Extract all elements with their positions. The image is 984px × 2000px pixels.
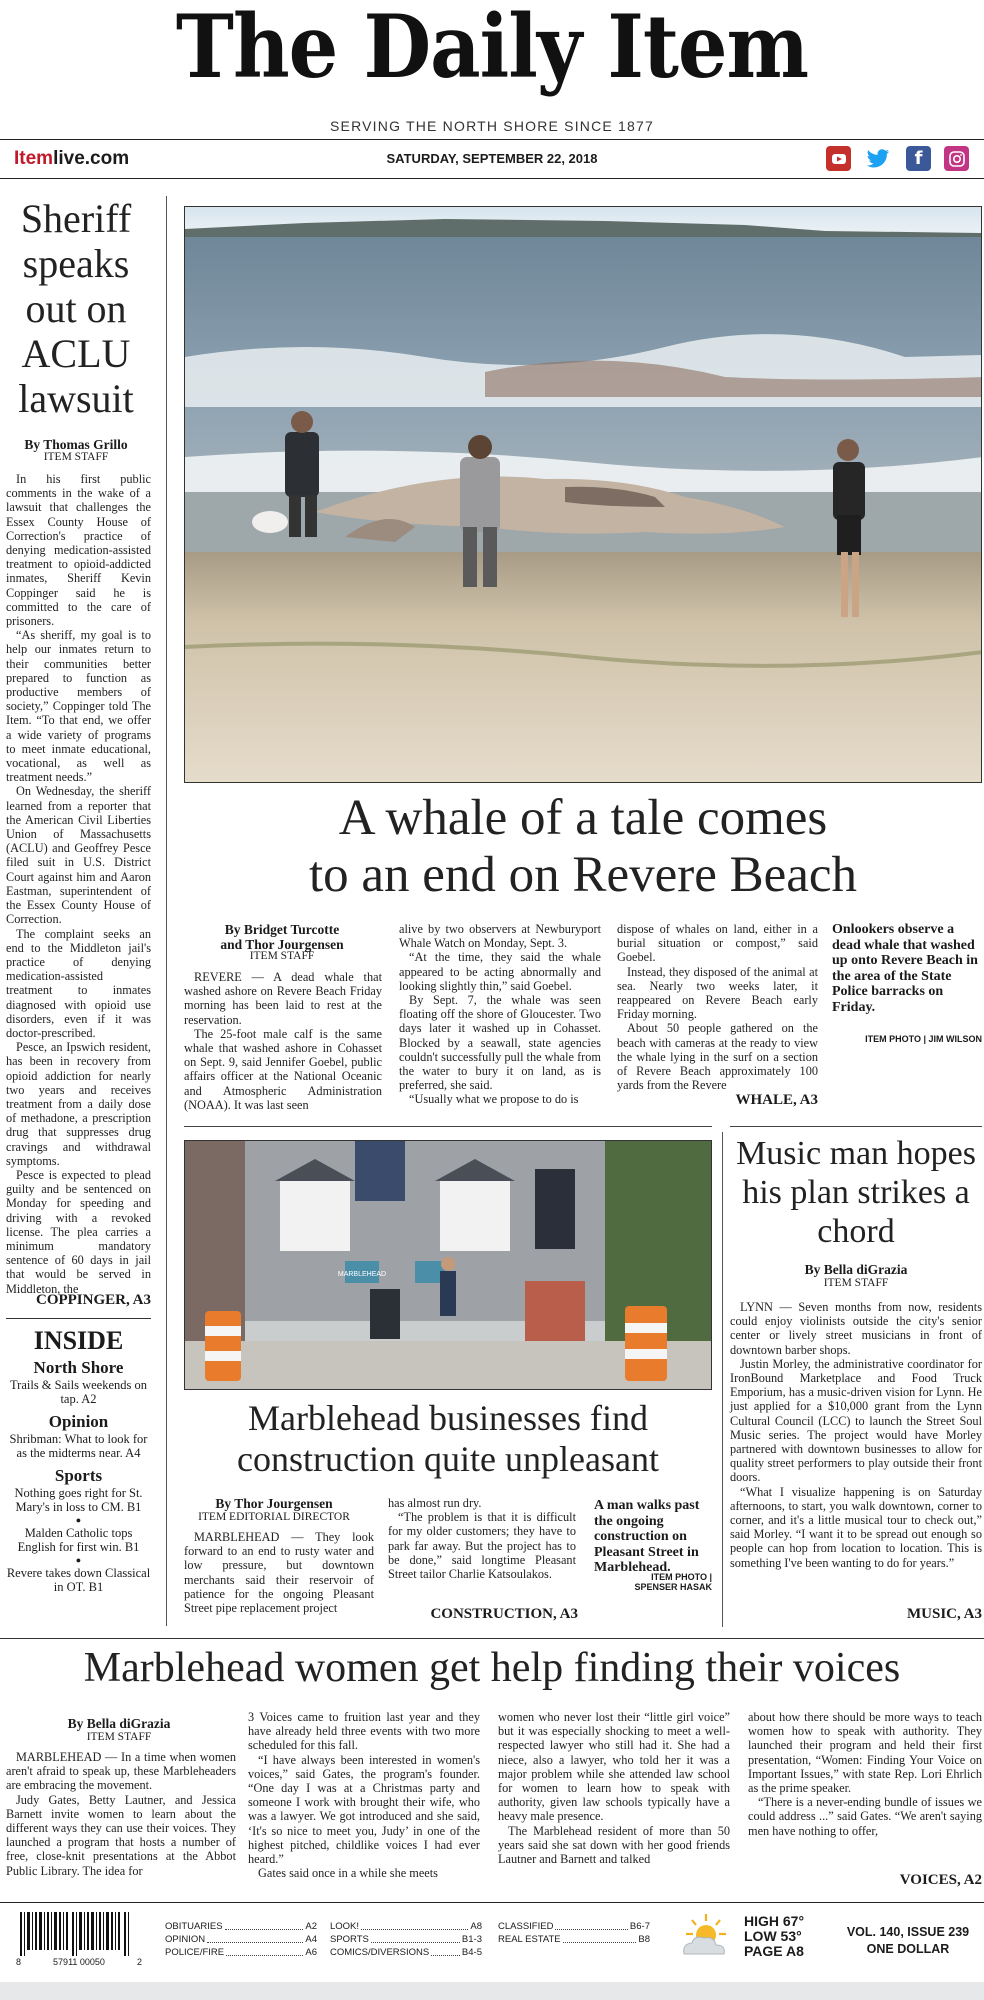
bullet-icon: ● <box>75 1515 82 1525</box>
issue-date: SATURDAY, SEPTEMBER 22, 2018 <box>386 151 598 166</box>
weather-box <box>744 1914 804 1959</box>
construction-photo <box>184 1140 712 1390</box>
index-label: SPORTS <box>330 1934 369 1945</box>
bullet-icon: ● <box>75 1555 82 1565</box>
whale-paragraph: About 50 people gathered on the beach with cameras at the ready to view the whale lying in the surf on a section of Revere Beach approximately 100 yards from the Revere <box>617 1021 818 1093</box>
women-column-4 <box>748 1710 982 1838</box>
index-label: OBITUARIES <box>165 1921 223 1932</box>
women-paragraph: Judy Gates, Betty Lautner, and Jessica Barnett invite women to learn about the different ways they can use their voices. They launched a program that hosts a number of free, close-knit presentations at the Abbot Public Library. The idea for <box>6 1792 236 1878</box>
sheriff-paragraph: “As sheriff, my goal is to help our inmates return to their communities better prepared to function as productive members of society,” Coppinger told The Item. “To that end, we offer a wide variety of programs to meet inmate educational, vocational, as well as treatment needs.” <box>6 628 151 785</box>
inside-divider <box>6 1318 151 1319</box>
whale-paragraph: “At the time, they said the whale appeared to be acting abnormally and looking slightly thin,” said Goebel. <box>399 950 601 993</box>
women-paragraph: about how there should be more ways to teach women how to speak with authority. They launched their program and held their first presentation, “Women: Finding Your Voice on Important Issues,” with state Rep. Lori Ehrlich as the prime speaker. <box>748 1710 982 1796</box>
inside-teaser[interactable]: Revere takes down Classical in OT. B1 <box>6 1566 151 1594</box>
marblehead-sign-text: MARBLEHEAD <box>337 1271 387 1278</box>
twitter-icon[interactable] <box>865 146 890 171</box>
construction-credit-line: SPENSER HASAK <box>634 1582 712 1592</box>
music-jump-link[interactable]: MUSIC, A3 <box>906 1606 982 1622</box>
newspaper-title: The Daily Item <box>175 0 809 99</box>
women-paragraph: Gates said once in a while she meets <box>258 1866 438 1881</box>
music-paragraph: “What I visualize happening is on Saturday afternoons, to start, you walk downtown, corner to corner, and it's a little musical tour to check out,” said Morley. “I want it to be spread out enough so people can hop from location to location. This is something I've been wanting to do for years.” <box>730 1484 982 1570</box>
whale-column-3 <box>617 922 818 1092</box>
women-jump-link[interactable]: VOICES, A2 <box>899 1872 982 1888</box>
sheriff-byline: By Thomas Grillo <box>24 437 128 452</box>
whale-headline <box>184 790 982 904</box>
women-headline: Marblehead women get help finding their voices <box>83 1645 901 1691</box>
facebook-icon[interactable]: f <box>906 146 931 171</box>
whale-byline-line: and Thor Jourgensen <box>220 937 344 952</box>
inside-box <box>6 1326 151 1594</box>
bottom-strip <box>0 1982 984 2000</box>
whale-paragraph: Instead, they disposed of the animal at sea. Nearly two weeks later, it reappeared on Revere Beach early Friday morning. <box>617 964 818 1022</box>
inside-section-label: Opinion <box>48 1412 109 1431</box>
partly-cloudy-icon <box>676 1912 732 1962</box>
sheriff-byline-sub: ITEM STAFF <box>43 451 109 463</box>
sheriff-paragraph: The complaint seeks an end to the Middleton jail's practice of denying medication-assisted treatment to inmates diagnosed with opioid use disorders, even if it was doctor-prescribed. <box>6 926 151 1040</box>
sheriff-paragraph: Pesce, an Ipswich resident, has been in recovery from opioid addiction for nearly two years and receives treatment from a daily dose of methadone, a prescription drug that suppresses drug cravings and withdrawal symptoms. <box>6 1040 151 1168</box>
music-paragraph: Justin Morley, the administrative coordinator for IronBound Marketplace and Food Truck Emporium, has a music-driven vision for Lynn. He just applied for a $10,000 grant from the Lynn Cultural Council (LCC) to launch the Street Soul Music series. The project would have Morley partnered with downtown businesses to allow for quality street performers to play outside their front doors. <box>730 1356 982 1485</box>
construction-headline <box>184 1398 712 1480</box>
index-row[interactable] <box>498 1920 650 1933</box>
weather-page[interactable]: PAGE A8 <box>744 1943 804 1959</box>
construction-byline: By Thor Jourgensen <box>215 1496 333 1511</box>
women-paragraph: “There is a never-ending bundle of issues we could address ...” said Gates. “We aren't saying men have nothing to offer, <box>748 1795 982 1838</box>
whale-byline-sub: ITEM STAFF <box>249 950 315 962</box>
inside-section-label: North Shore <box>33 1358 124 1377</box>
youtube-icon[interactable] <box>826 146 851 171</box>
left-column-divider <box>166 196 167 1626</box>
whale-paragraph: dispose of whales on land, either in a burial situation or compost,” said Goebel. <box>617 922 818 965</box>
sheriff-paragraph: On Wednesday, the sheriff learned from a reporter that the American Civil Liberties Union of Massachusetts (ACLU) and Geoffrey Pesce filed suit in U.S. District Court against him and Aaron Eastman, superintendent of the Essex County House of Correction. <box>6 784 151 927</box>
weather-low: LOW 53° <box>744 1928 802 1944</box>
whale-column-1 <box>184 970 382 1112</box>
inside-teaser[interactable]: Shribman: What to look for as the midterms near. A4 <box>9 1432 148 1460</box>
women-paragraph: 3 Voices came to fruition last year and they have already held three events with two more scheduled for this fall. <box>248 1710 480 1753</box>
construction-paragraph: “The problem is that it is difficult for my older customers; they have to park far away. But the project has to be done,” said longtime Pleasant Street tailor Charlie Katsoulakos. <box>388 1510 576 1582</box>
inside-section-label: Sports <box>54 1466 103 1485</box>
music-byline-sub: ITEM STAFF <box>823 1277 889 1289</box>
index-page: A4 <box>305 1934 317 1945</box>
inside-teaser[interactable]: Trails & Sails weekends on tap. A2 <box>9 1378 148 1406</box>
whale-paragraph: By Sept. 7, the whale was seen floating off the shore of Gloucester. Two days later it washed up in Cohasset. Blocked by a seawall, state agencies couldn't successfully pull the whale from the water to bury it on land, as is preferred, she said. <box>399 993 601 1093</box>
index-page: B4-5 <box>461 1947 482 1958</box>
whale-byline <box>184 922 380 952</box>
construction-photo-credit <box>594 1572 712 1592</box>
inside-teaser[interactable]: Malden Catholic tops English for first win. B1 <box>17 1526 140 1554</box>
masthead-rule-bottom <box>0 178 984 179</box>
whale-paragraph: REVERE — A dead whale that washed ashore on Revere Beach Friday morning has been laid to rest at the reservation. <box>184 970 382 1027</box>
instagram-icon[interactable] <box>944 146 969 171</box>
index-label: OPINION <box>165 1934 206 1945</box>
index-column-1 <box>165 1920 317 1959</box>
music-byline: By Bella diGrazia <box>804 1262 908 1277</box>
index-row[interactable] <box>165 1920 317 1933</box>
index-page: A6 <box>305 1947 317 1958</box>
sheriff-paragraph: Pesce is expected to plead guilty and be sentenced on Monday for speeding and driving with a revoked license. The plea carries a minimum mandatory sentence of 60 days in jail that would be served in Middleton, the <box>6 1167 151 1296</box>
women-byline: By Bella diGrazia <box>67 1716 171 1731</box>
women-byline-sub: ITEM STAFF <box>86 1731 152 1743</box>
index-page: B6-7 <box>629 1921 650 1932</box>
construction-credit-line: ITEM PHOTO | <box>651 1572 712 1582</box>
music-headline: Music man hopes his plan strikes a chord <box>736 1135 976 1250</box>
women-column-1 <box>6 1750 236 1878</box>
music-article-body <box>730 1300 982 1570</box>
issue-info <box>838 1924 978 1958</box>
index-page: A2 <box>305 1921 317 1932</box>
whale-paragraph: alive by two observers at Newburyport Whale Watch on Monday, Sept. 3. <box>399 922 601 951</box>
tagline: SERVING THE NORTH SHORE SINCE 1877 <box>330 118 654 134</box>
barcode-digit-middle: 57911 00050 <box>53 1957 105 1967</box>
index-row[interactable] <box>165 1946 317 1959</box>
whale-headline-line: A whale of a tale comes <box>338 790 828 846</box>
index-row[interactable] <box>330 1933 482 1946</box>
construction-jump-link[interactable]: CONSTRUCTION, A3 <box>430 1606 578 1622</box>
section-divider <box>730 1126 982 1127</box>
women-column-3 <box>498 1710 730 1866</box>
women-section-rule <box>0 1638 984 1639</box>
index-label: POLICE/FIRE <box>165 1947 225 1958</box>
women-paragraph: women who never lost their “little girl voice” but it was especially shocking to meet a well-respected lawyer who still had it. She had a niece, also a lawyer, who told her it was a major problem while she attended law school for women to learn how to speak with authority, given law schools typically have a heavy male presence. <box>498 1710 730 1824</box>
website-logo-prefix: Item <box>14 148 54 169</box>
index-label: COMICS/DIVERSIONS <box>330 1947 430 1958</box>
construction-headline-line: construction quite unpleasant <box>237 1439 659 1479</box>
women-column-2 <box>248 1710 480 1880</box>
index-label: CLASSIFIED <box>498 1921 554 1932</box>
sheriff-jump-link[interactable]: COPPINGER, A3 <box>35 1292 151 1308</box>
construction-byline-sub: ITEM EDITORIAL DIRECTOR <box>198 1511 350 1523</box>
weather-high: HIGH 67° <box>744 1913 805 1929</box>
index-page: B8 <box>638 1934 650 1945</box>
index-page: B1-3 <box>461 1934 482 1945</box>
index-row[interactable] <box>330 1920 482 1933</box>
construction-column-1 <box>184 1530 374 1615</box>
music-column-divider <box>722 1132 723 1627</box>
barcode-digit-right: 2 <box>136 1957 142 1967</box>
construction-paragraph: MARBLEHEAD — They look forward to an end to rusty water and low pressure, but downtown merchants said their reservoir of patience for the ongoing Pleasant Street pipe replacement project <box>184 1530 374 1616</box>
women-paragraph: MARBLEHEAD — In a time when women aren't afraid to speak up, these Marbleheaders are embracing the movement. <box>6 1750 236 1793</box>
music-paragraph: LYNN — Seven months from now, residents could enjoy violinists outside the city's senior center or lively street musicians in front of downtown barber shops. <box>730 1300 982 1357</box>
index-column-2 <box>330 1920 482 1959</box>
inside-title: INSIDE <box>33 1326 124 1355</box>
construction-headline-line: Marblehead businesses find <box>248 1398 648 1438</box>
construction-column-2 <box>388 1496 576 1581</box>
index-page: A8 <box>470 1921 482 1932</box>
whale-paragraph: The 25-foot male calf is the same whale that washed ashore in Cohasset on Sept. 9, said Jennifer Goebel, public affairs officer at the National Oceanic and Atmospheric Administration (NOAA). It was last seen <box>184 1026 382 1112</box>
whale-photo-credit: ITEM PHOTO | JIM WILSON <box>865 1034 982 1044</box>
whale-headline-line: to an end on Revere Beach <box>308 847 858 903</box>
construction-photo-caption: A man walks past the ongoing construction on Pleasant Street in Marblehead. <box>594 1498 700 1575</box>
whale-photo <box>184 206 982 783</box>
whale-byline-line: By Bridget Turcotte <box>224 922 340 937</box>
whale-paragraph: “Usually what we propose to do is <box>409 1092 579 1107</box>
sheriff-article-body <box>6 472 151 1296</box>
barcode <box>16 1912 142 1967</box>
sheriff-paragraph: In his first public comments in the wake of a lawsuit that challenges the Essex County House of Correction's practice of denying medication-assisted treatment to opioid-addicted inmates, Sheriff Kevin Coppinger said he is committed to the care of prisoners. <box>6 472 151 629</box>
whale-jump-link[interactable]: WHALE, A3 <box>735 1092 818 1108</box>
barcode-digit-left: 8 <box>16 1957 22 1967</box>
whale-column-2 <box>399 922 601 1107</box>
section-divider <box>184 1126 712 1127</box>
women-paragraph: “I have always been interested in women's voices,” said Gates, the program's founder. “One day I was at a Christmas party and someone I work with brought their wife, who was a lawyer. We got introduced and she said, ‘It's so nice to meet you, Judy’ in one of the highest pitched, childlike voices I had ever heard.” <box>248 1752 480 1867</box>
sheriff-headline: Sheriff speaks out on ACLU lawsuit <box>18 196 134 421</box>
women-paragraph: The Marblehead resident of more than 50 years said she sat down with her good friends Lautner and Barnett and talked <box>498 1823 730 1867</box>
index-column-3 <box>498 1920 650 1946</box>
whale-photo-caption: Onlookers observe a dead whale that washed up onto Revere Beach in the area of the State Police barracks on Friday. <box>832 922 978 1015</box>
website-logo-suffix: live.com <box>53 148 130 169</box>
price: ONE DOLLAR <box>866 1942 950 1956</box>
index-row[interactable] <box>330 1946 482 1959</box>
index-row[interactable] <box>165 1933 317 1946</box>
footer-rule <box>0 1902 984 1903</box>
construction-paragraph: has almost run dry. <box>388 1496 482 1510</box>
index-label: REAL ESTATE <box>498 1934 561 1945</box>
index-row[interactable] <box>498 1933 650 1946</box>
inside-teaser[interactable]: Nothing goes right for St. Mary's in loss to CM. B1 <box>14 1486 143 1514</box>
masthead-rule-top <box>0 139 984 140</box>
barcode-digits <box>16 1957 142 1967</box>
volume-issue: VOL. 140, ISSUE 239 <box>846 1925 970 1939</box>
index-label: LOOK! <box>330 1921 360 1932</box>
